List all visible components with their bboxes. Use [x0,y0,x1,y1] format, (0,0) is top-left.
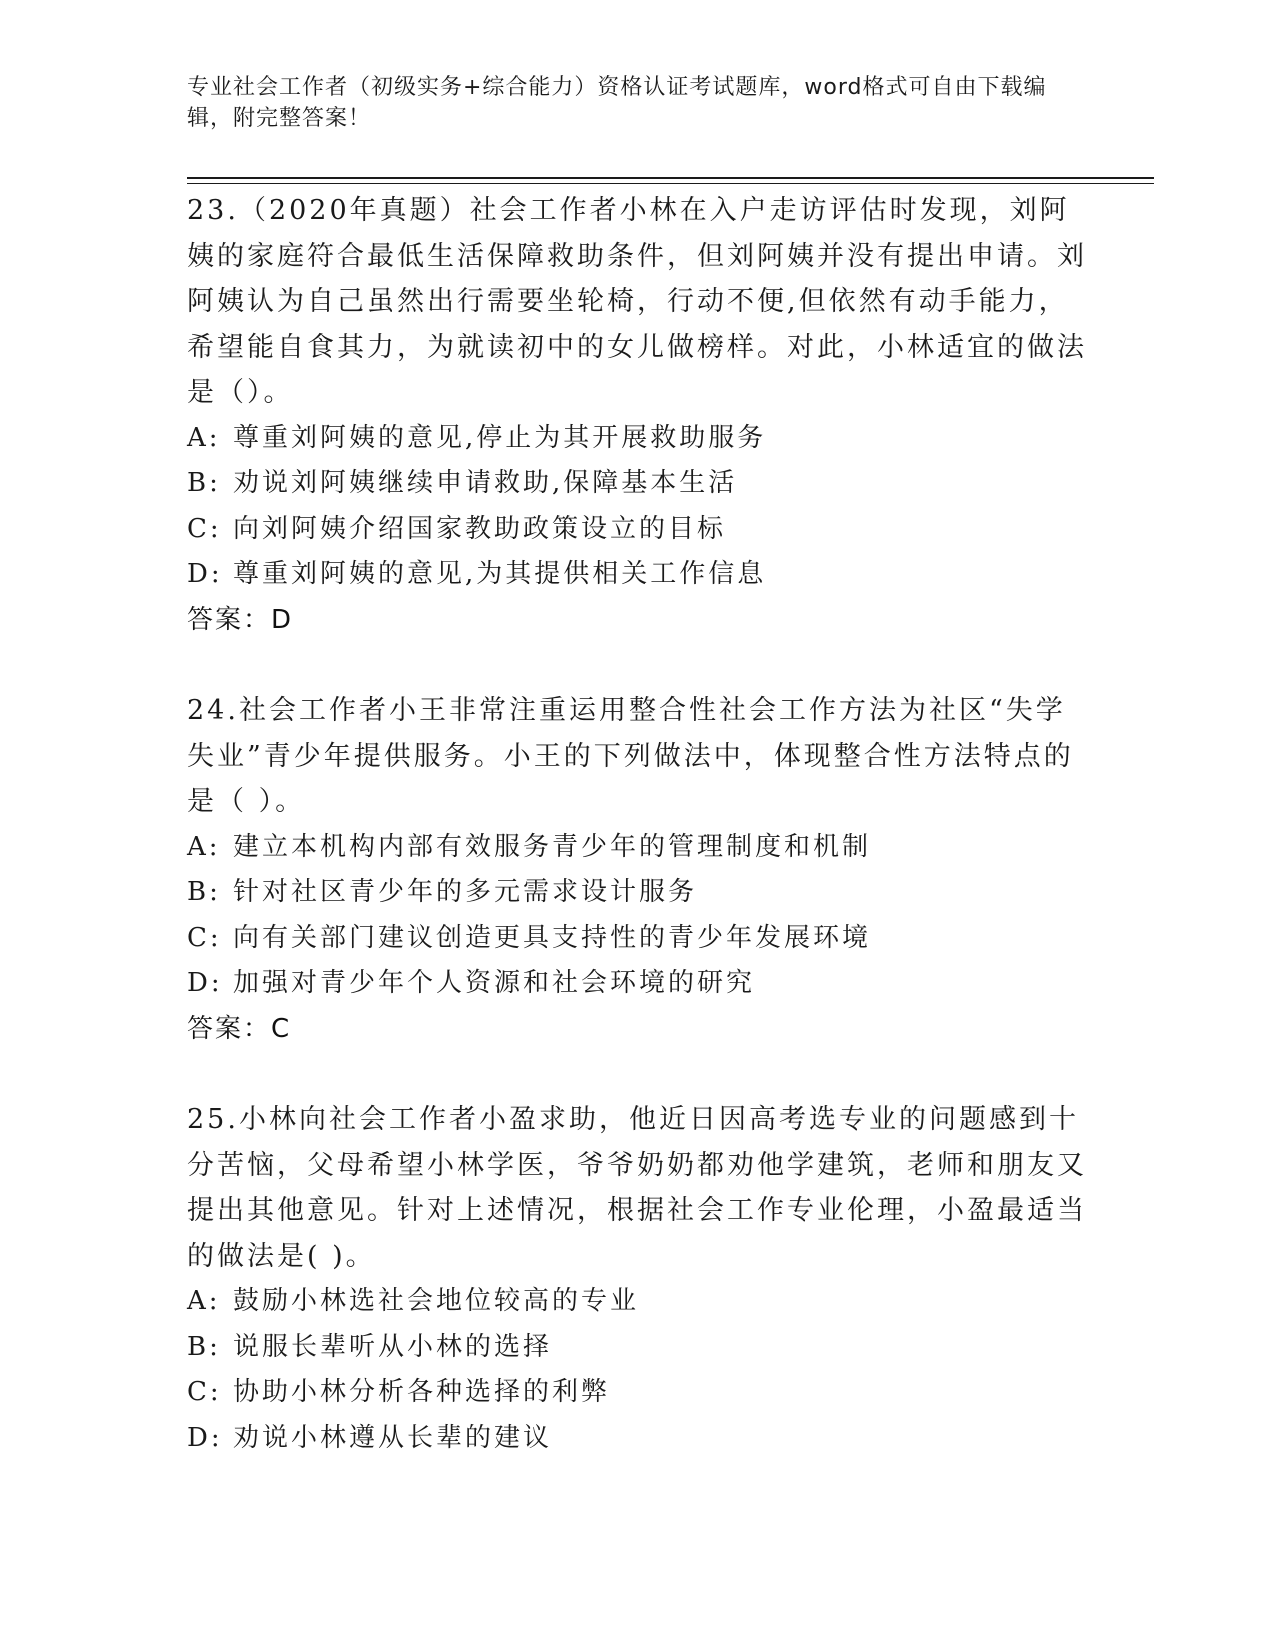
spacer [187,643,1087,688]
option-c [187,507,1087,553]
question-25 [187,1097,1087,1461]
option-text: 向刘阿姨介绍国家教助政策设立的目标 [233,513,727,544]
option-text: 尊重刘阿姨的意见,为其提供相关工作信息 [233,559,767,589]
question-text: 24.社会工作者小王非常注重运用整合性社会工作方法为社区“失学失业”青少年提供服务。小王的下列做法中，体现整合性方法特点的是（ ）。 [187,695,1074,817]
option-text: 说服长辈听从小林的选择 [233,1331,553,1362]
spacer [187,1052,1087,1097]
question-list [187,188,1087,1461]
question-text: 23.（2020年真题）社会工作者小林在入户走访评估时发现，刘阿姨的家庭符合最低生活保障救助条件，但刘阿姨并没有提出申请。刘阿姨认为自己虽然出行需要坐轮椅，行动不便,但依然有动手能力，希望能自食其力，为就读初中的女儿做榜样。对此，小林适宜的做法是（）。 [187,195,1087,408]
option-text: 尊重刘阿姨的意见,停止为其开展救助服务 [233,422,767,453]
option-text: 劝说小林遵从长辈的建议 [233,1422,553,1453]
option-key: D: [187,559,223,589]
option-key: A: [187,1286,221,1316]
answer-line: 答案：D [187,604,294,635]
option-d [187,552,1087,598]
option-d [187,1416,1087,1462]
answer-line: 答案：C [187,1013,292,1044]
header-rule-thin [187,183,1154,184]
option-text: 加强对青少年个人资源和社会环境的研究 [233,968,756,998]
question-23 [187,188,1087,643]
option-key: C: [187,1377,222,1407]
option-text: 建立本机构内部有效服务青少年的管理制度和机制 [233,831,872,862]
option-text: 针对社区青少年的多元需求设计服务 [233,877,698,907]
question-24 [187,688,1087,1052]
option-a [187,416,1087,462]
option-b [187,1325,1087,1371]
option-text: 劝说刘阿姨继续申请救助,保障基本生活 [233,468,738,498]
option-key: B: [187,468,221,498]
option-text: 向有关部门建议创造更具支持性的青少年发展环境 [233,922,872,953]
option-a [187,1279,1087,1325]
option-d [187,961,1087,1007]
option-c [187,916,1087,962]
option-key: D: [187,1422,223,1453]
option-text: 协助小林分析各种选择的利弊 [233,1377,611,1407]
option-b [187,461,1087,507]
option-key: C: [187,513,222,544]
question-text: 25.小林向社会工作者小盈求助，他近日因高考选专业的问题感到十分苦恼，父母希望小林学医，爷爷奶奶都劝他学建筑，老师和朋友又提出其他意见。针对上述情况，根据社会工作专业伦理，小盈最适当的做法是( )。 [187,1104,1087,1272]
option-key: C: [187,922,222,953]
option-key: B: [187,1331,221,1362]
option-key: D: [187,968,223,998]
option-text: 鼓励小林选社会地位较高的专业 [233,1286,640,1316]
option-key: A: [187,422,221,453]
option-key: A: [187,831,221,862]
option-key: B: [187,877,221,907]
option-b [187,870,1087,916]
document-header: 专业社会工作者（初级实务+综合能力）资格认证考试题库，word格式可自由下载编辑，附完整答案！ [187,75,1047,131]
option-a [187,825,1087,871]
option-c [187,1370,1087,1416]
header-rule-thick [187,177,1154,179]
